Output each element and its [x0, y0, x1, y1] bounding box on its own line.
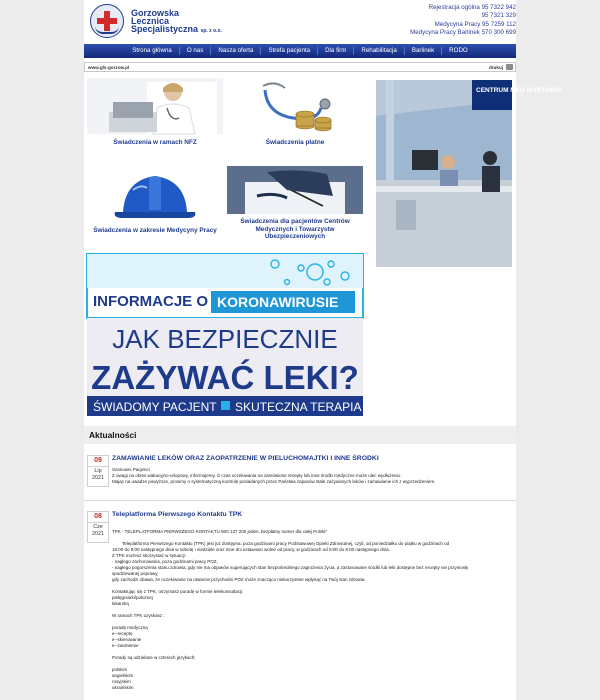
phone-registration-2: 95 7321 329	[481, 12, 516, 20]
header	[84, 0, 516, 44]
nav-home[interactable]: Strona główna	[125, 47, 180, 55]
nav-rehabilitation[interactable]: Rehabilitacja	[354, 47, 404, 55]
news-line: Z uwagi na okres wakacyjno-urlopowy, informujemy, iż czas oczekiwania na zamówione recepty lub inne środki medyczne może ulec wydłużeniu.	[112, 473, 402, 478]
reception-photo[interactable]	[376, 80, 562, 267]
logo-cross-bar	[97, 18, 117, 24]
tile-nfz[interactable]	[87, 78, 223, 153]
printer-icon[interactable]	[506, 64, 513, 70]
page	[84, 0, 562, 700]
news-line: e--zwolnienie	[112, 643, 139, 648]
news-year: 2021	[92, 531, 104, 537]
news-line: pielęgniarki/położnej	[112, 595, 153, 600]
news-line: rosyjskim	[112, 679, 131, 684]
news-line: - nagłego zachorowania, poza godzinami pracy POZ,	[112, 559, 218, 564]
banner-swiadomy-text: ŚWIADOMY PACJENT	[93, 400, 217, 414]
tile-occupational-label[interactable]: Świadczenia w zakresie Medycyny Pracy	[93, 227, 217, 234]
brand-suffix: sp. z o.o.	[200, 28, 222, 34]
brand-line2: Lecznica	[131, 16, 170, 26]
site-url[interactable]: www.gls-gorzow.pl	[88, 64, 130, 70]
news-line: lekarską	[112, 601, 129, 606]
banner-graphic	[87, 254, 363, 416]
news-divider	[84, 500, 516, 501]
nav-about[interactable]: O nas	[180, 47, 212, 55]
doctor-laptop-image	[87, 78, 223, 134]
nav-patient-zone[interactable]: Strefa pacjenta	[261, 47, 318, 55]
news-section-title: Aktualności	[89, 430, 137, 440]
url-bar	[84, 62, 516, 72]
news-line: Teleplatforma Pierwszego Kontaktu (TPK) jest już dostępna: poza godzinami pracy Podstawowej Opieki Zdrowotnej, czyli: od poniedziałku do piątku w godzinach od	[122, 541, 450, 546]
news-line: W ramach TPK uzyskasz :	[112, 613, 165, 618]
phone-barlinek: Medycyna Pracy Barlinek 570 300 699	[410, 29, 516, 37]
phone-registration: Rejestracja ogólna 95 7322 942	[428, 4, 516, 11]
nav-barlinek[interactable]: Barlinek	[405, 47, 442, 55]
banner-skuteczna-text: SKUTECZNA TERAPIA	[235, 400, 362, 414]
tile-nfz-label[interactable]: Świadczenia w ramach NFZ	[113, 139, 197, 146]
news-line: Z TPK możesz skorzystać w sytuacji:	[112, 553, 186, 558]
news-line: 18:00 do 8:00 następnego dnia w sobotę i niedziele oraz inne dni ustawowo wolne od pracy, w godzinach od 8:00 do 8:00 następnego dnia.	[112, 547, 390, 552]
nav-offer[interactable]: Nasza oferta	[211, 47, 261, 55]
news-line: Porady są udzielane w czterech językach:	[112, 655, 196, 660]
stethoscope-coins-image	[227, 78, 363, 134]
banner-zazywac-text: ZAŻYWAĆ LEKI?	[91, 359, 359, 396]
news-item	[84, 455, 516, 495]
tile-insurers-image[interactable]	[227, 166, 363, 214]
brand-line3: Specjalistyczna	[131, 24, 199, 34]
news-line: e--skierowanie	[112, 637, 142, 642]
photo-sign-text: CENTRUM MED WYSTAWIA	[476, 87, 562, 94]
news-date	[87, 455, 109, 487]
banner-jak-text: JAK BEZPIECZNIE	[112, 324, 338, 354]
logo[interactable]	[90, 4, 124, 38]
news-line: gdy zachodzi obawa, że oczekiwanie na otwarcie przychodni POZ może znacząco niekorzystnie wpłynąć na Twój stan zdrowia.	[112, 577, 366, 582]
nav-rodo[interactable]: RODO	[449, 47, 468, 54]
main-nav	[84, 44, 516, 58]
logo-wave-icon	[95, 26, 119, 34]
print-link[interactable]: drukuj	[488, 64, 503, 70]
news-title[interactable]: Teleplatforma Pierwszego Kontaktu TPK	[112, 511, 243, 518]
news-month: Cze	[93, 524, 103, 530]
news-month: Lip	[94, 468, 102, 474]
brand-line1: Gorzowska	[131, 8, 180, 18]
news-day: 09	[88, 456, 108, 467]
contact-phones	[410, 4, 516, 38]
news-line: angielskim	[112, 673, 134, 678]
news-line: polskim	[112, 667, 128, 672]
signing-document-image	[227, 166, 363, 214]
news-line: Mając na uwadze powyższe, prosimy o systematyczną kontrolę posiadanych przez Państwa zapasów stale zażywanych leków i zamawianie ich z wyprzedzeniem.	[112, 479, 436, 484]
news-title[interactable]: ZAMAWIANIE LEKÓW ORAZ ZAOPATRZENIE W PIELUCHOMAJTKI I INNE ŚRODKI	[112, 455, 379, 462]
tile-paid-image[interactable]	[227, 78, 363, 134]
brand-name[interactable]	[131, 9, 222, 35]
phone-occupational: Medycyna Pracy 95 7259 112	[434, 20, 516, 28]
tile-insurers[interactable]	[227, 166, 363, 248]
tile-occupational[interactable]	[87, 166, 223, 241]
news-line: TPK - TELEPLATFORMA PIERWSZEGO KONTAKTU 800 137 200 jeden, bezpłatny numer dla całej Polski*	[112, 529, 328, 534]
news-line: - nagłego pogorszenia stanu zdrowia, gdy nie ma objawów sugerujących stan bezpośredniego zagrożenia życia, a zastosowane środki lub leki dostępne bez recepty nie przyniosły	[112, 565, 469, 570]
news-line: ukraińskim	[112, 685, 134, 690]
news-body	[112, 467, 435, 485]
tile-occupational-image[interactable]	[87, 166, 223, 222]
news-day: 08	[88, 512, 108, 523]
news-line: Szanowni Pacjenci	[112, 467, 150, 472]
nav-companies[interactable]: Dla firm	[318, 47, 354, 55]
banner-info-text: INFORMACJE O	[93, 293, 209, 310]
news-line: poradę medyczną	[112, 625, 148, 630]
tile-insurers-label[interactable]: Świadczenia dla pacjentów Centrów Medycznych i Towarzystw Ubezpieczeniowych	[240, 218, 350, 241]
medication-banner[interactable]	[87, 254, 363, 416]
news-line: e--receptę	[112, 631, 133, 636]
news-body	[112, 529, 468, 691]
reception-desk-image	[376, 80, 562, 267]
news-item	[84, 511, 516, 700]
tile-nfz-image[interactable]	[87, 78, 223, 134]
news-section-header	[84, 426, 516, 444]
banner-korona-text: KORONAWIRUSIE	[217, 294, 339, 310]
tile-paid[interactable]	[227, 78, 363, 153]
news-line: spodziewanej poprawy,	[112, 571, 159, 576]
news-year: 2021	[92, 475, 104, 481]
news-date	[87, 511, 109, 543]
news-line: Kontaktując się z TPK, otrzymasz poradę w formie telekonsultacji:	[112, 589, 244, 594]
hard-hat-image	[87, 166, 223, 222]
tile-paid-label[interactable]: Świadczenia płatne	[265, 139, 325, 146]
